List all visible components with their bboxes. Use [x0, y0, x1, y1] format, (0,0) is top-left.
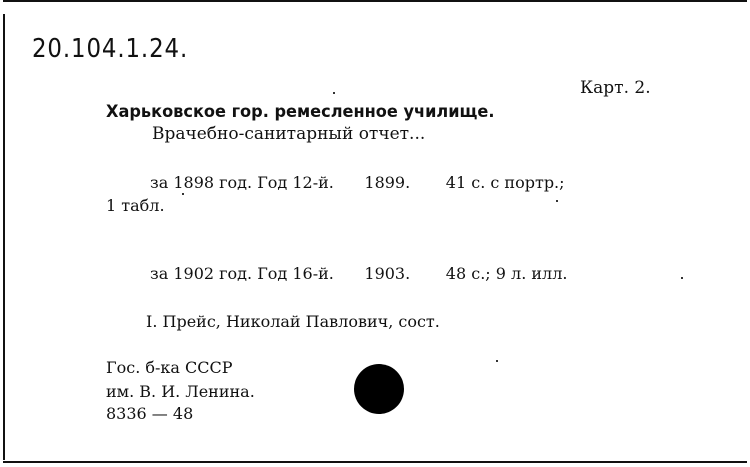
ink-speck: [681, 277, 683, 279]
report-title: Врачебно-санитарный отчет...: [152, 124, 426, 144]
card-left-border: [3, 14, 5, 460]
entry-1898: за 1898 год. Год 12-й. 1899. 41 с. с портр.;: [150, 173, 565, 192]
library-name: Гос. б-ка СССР: [106, 358, 233, 377]
library-code: 8336 — 48: [106, 404, 194, 423]
card-number: Карт. 2.: [580, 78, 651, 98]
card-top-border: [3, 0, 747, 2]
library-dedication: им. В. И. Ленина.: [106, 382, 255, 401]
institution-heading: Харьковское гор. ремесленное училище.: [106, 102, 495, 122]
entry-1898-continuation: 1 табл.: [106, 196, 165, 215]
entry-1902: за 1902 год. Год 16-й. 1903. 48 с.; 9 л. илл.: [150, 264, 568, 283]
ink-speck: [182, 193, 184, 195]
call-number: 20.104.1.24.: [32, 34, 189, 64]
ink-speck: [333, 92, 335, 94]
ink-speck: [496, 360, 498, 362]
ink-speck: [556, 200, 558, 202]
punch-hole: [354, 364, 404, 414]
compiler-entry: I. Прейс, Николай Павлович, сост.: [146, 312, 440, 331]
card-bottom-border: [3, 461, 747, 463]
